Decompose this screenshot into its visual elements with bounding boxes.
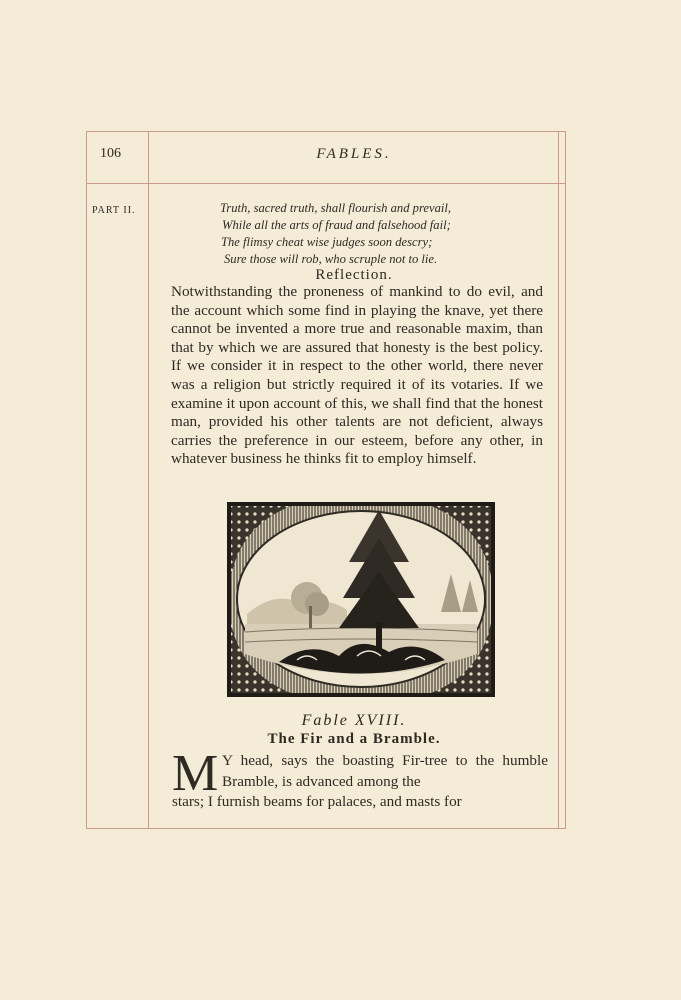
verse-line: Truth, sacred truth, shall flourish and prevail, bbox=[220, 201, 452, 215]
verse-line: Sure those will rob, who scruple not to lie. bbox=[224, 252, 438, 266]
fable-text-continued: stars; I furnish beams for palaces, and masts for bbox=[172, 793, 462, 810]
part-label: PART II. bbox=[92, 205, 136, 216]
page-number: 106 bbox=[100, 146, 121, 161]
verse-line: The flimsy cheat wise judges soon descry; bbox=[221, 235, 433, 249]
margin-rule bbox=[148, 131, 149, 829]
right-rule bbox=[558, 131, 559, 829]
running-title: FABLES. bbox=[316, 146, 392, 162]
fable-title: The Fir and a Bramble. bbox=[267, 731, 441, 747]
header-rule bbox=[86, 183, 566, 184]
fir-tree-woodcut bbox=[227, 502, 495, 697]
verse-block bbox=[220, 200, 451, 268]
drop-cap: M bbox=[172, 745, 219, 802]
reflection-heading: Reflection. bbox=[315, 267, 393, 283]
fable-text-opening: Y head, says the boasting Fir-tree to the humble Bramble, is advanced among the bbox=[222, 752, 548, 790]
fable-number: Fable XVIII. bbox=[301, 712, 407, 729]
reflection-paragraph: Notwithstanding the proneness of mankind to do evil, and the account which some find in playing the knave, yet there cannot be invented a more true and reasonable maxim, than that by which we are assured that honesty is the best policy. If we consider it in respect to the other world, there never was a religion but strictly required it of its votaries. If we examine it upon account of this, we shall find that the honest man, provided his other talents are not deficient, always carries the preference in our esteem, before any other, in whatever business he thinks fit to employ himself. bbox=[171, 283, 543, 468]
verse-line: While all the arts of fraud and falsehood fail; bbox=[222, 218, 451, 232]
